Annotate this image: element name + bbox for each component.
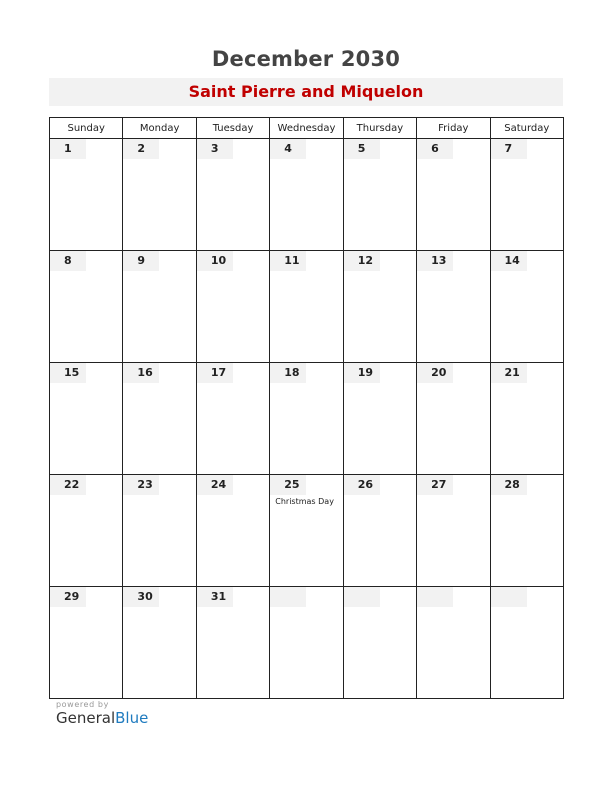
- day-number: 28: [491, 475, 527, 495]
- day-number: 23: [123, 475, 159, 495]
- weekday-friday: Friday: [417, 118, 490, 139]
- day-cell[interactable]: [196, 587, 269, 699]
- day-number: 25: [270, 475, 306, 495]
- powered-by-text: powered by: [56, 700, 109, 709]
- week-row: [50, 251, 564, 363]
- region-title: Saint Pierre and Miquelon: [49, 78, 563, 106]
- day-number: 20: [417, 363, 453, 383]
- day-number: 1: [50, 139, 86, 159]
- day-cell[interactable]: [123, 251, 196, 363]
- weekday-tuesday: Tuesday: [196, 118, 269, 139]
- day-number: 16: [123, 363, 159, 383]
- day-number: 12: [344, 251, 380, 271]
- footer: [56, 700, 148, 727]
- day-cell[interactable]: [343, 251, 416, 363]
- day-number: 26: [344, 475, 380, 495]
- week-row: [50, 363, 564, 475]
- day-number: 30: [123, 587, 159, 607]
- day-cell[interactable]: [417, 587, 490, 699]
- day-number: 15: [50, 363, 86, 383]
- day-cell[interactable]: [343, 139, 416, 251]
- weekday-header-row: [50, 118, 564, 139]
- day-cell[interactable]: [196, 251, 269, 363]
- week-row: [50, 587, 564, 699]
- holiday-event: Christmas Day: [275, 497, 334, 506]
- day-cell[interactable]: [343, 475, 416, 587]
- brand-logo[interactable]: [56, 709, 148, 727]
- week-row: [50, 475, 564, 587]
- day-cell[interactable]: [270, 251, 343, 363]
- day-cell[interactable]: [417, 251, 490, 363]
- day-number: 18: [270, 363, 306, 383]
- weekday-monday: Monday: [123, 118, 196, 139]
- day-number: [270, 587, 306, 607]
- brand-blue: Blue: [115, 709, 149, 727]
- day-cell[interactable]: [123, 363, 196, 475]
- day-cell[interactable]: [490, 139, 563, 251]
- day-number: 5: [344, 139, 380, 159]
- day-cell[interactable]: [50, 363, 123, 475]
- day-number: 10: [197, 251, 233, 271]
- brand-general: General: [56, 709, 116, 727]
- day-number: 27: [417, 475, 453, 495]
- day-cell[interactable]: [196, 363, 269, 475]
- day-cell[interactable]: [270, 139, 343, 251]
- day-number: 2: [123, 139, 159, 159]
- weekday-wednesday: Wednesday: [270, 118, 343, 139]
- day-cell[interactable]: [490, 475, 563, 587]
- calendar-grid: [49, 117, 564, 699]
- day-number: 9: [123, 251, 159, 271]
- day-number: 22: [50, 475, 86, 495]
- day-number: 3: [197, 139, 233, 159]
- day-cell[interactable]: [123, 587, 196, 699]
- day-cell[interactable]: [270, 363, 343, 475]
- day-number: 7: [491, 139, 527, 159]
- day-cell[interactable]: [490, 251, 563, 363]
- day-cell[interactable]: [270, 587, 343, 699]
- day-number: [491, 587, 527, 607]
- day-cell[interactable]: [123, 139, 196, 251]
- month-title: December 2030: [211, 47, 401, 71]
- day-cell[interactable]: [196, 475, 269, 587]
- day-number: [417, 587, 453, 607]
- day-cell[interactable]: [123, 475, 196, 587]
- day-cell[interactable]: [490, 363, 563, 475]
- day-number: 24: [197, 475, 233, 495]
- day-number: 19: [344, 363, 380, 383]
- weekday-thursday: Thursday: [343, 118, 416, 139]
- day-number: 21: [491, 363, 527, 383]
- day-cell[interactable]: [270, 475, 343, 587]
- week-row: [50, 139, 564, 251]
- day-number: 4: [270, 139, 306, 159]
- day-number: 8: [50, 251, 86, 271]
- weekday-sunday: Sunday: [50, 118, 123, 139]
- day-cell[interactable]: [50, 587, 123, 699]
- weekday-saturday: Saturday: [490, 118, 563, 139]
- day-number: [344, 587, 380, 607]
- day-number: 17: [197, 363, 233, 383]
- day-cell[interactable]: [490, 587, 563, 699]
- day-cell[interactable]: [417, 475, 490, 587]
- day-number: 13: [417, 251, 453, 271]
- day-number: 11: [270, 251, 306, 271]
- day-cell[interactable]: [417, 139, 490, 251]
- day-cell[interactable]: [196, 139, 269, 251]
- day-number: 31: [197, 587, 233, 607]
- day-number: 14: [491, 251, 527, 271]
- day-cell[interactable]: [343, 363, 416, 475]
- day-cell[interactable]: [343, 587, 416, 699]
- day-cell[interactable]: [50, 251, 123, 363]
- day-number: 29: [50, 587, 86, 607]
- day-number: 6: [417, 139, 453, 159]
- day-cell[interactable]: [417, 363, 490, 475]
- day-cell[interactable]: [50, 475, 123, 587]
- day-cell[interactable]: [50, 139, 123, 251]
